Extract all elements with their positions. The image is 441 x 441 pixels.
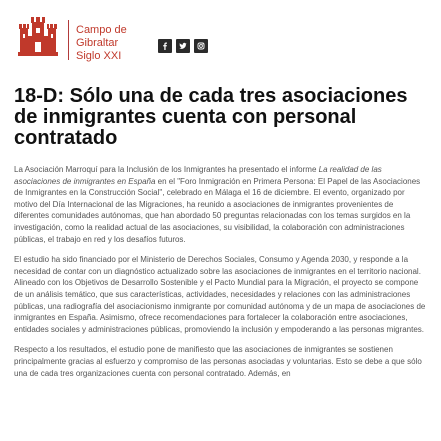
instagram-icon[interactable] (194, 39, 208, 53)
article-paragraph-2: El estudio ha sido financiado por el Ministerio de Derechos Sociales, Consumo y Agenda 2030, y responde a la necesidad de contar con un diagnóstico actualizado sobre las asociaciones de inmigrantes en el territorio nacional. Alineado con los Objetivos de Desarrollo Sostenible y el Pacto Mundial para la Migración, el proyecto se compone de un análisis temático, que sus características, actividades, necesidades y relaciones con las administraciones públicas, una radiografía del asociacionismo inmigrante por comunidad autónoma y de un mapa de asociaciones de inmigrantes en España. Asimismo, ofrece recomendaciones para fortalecer la colaboración entre asociaciones, entidades sociales y administraciones públicas, promoviendo la inclusión y empoderando a las personas migrantes. (14, 255, 426, 334)
site-name-line-3: Siglo XXI (76, 50, 122, 62)
facebook-icon[interactable] (158, 39, 172, 53)
site-header (0, 0, 441, 80)
paragraph-1-text-b: en el "Foro Inmigración en Primera Persona: El Papel de las Asociaciones de Inmigrantes en la Construcción Social", celebrado en Málaga el 16 de diciembre. El evento, organizado por motivo del Día Internacional de las Migraciones, ha reunido a asociaciones de inmigrantes provenientes de diferentes comunidades autónomas, que han abordado 50 preguntas relacionadas con los temas surgidos en la investigación, como la realidad actual de las asociaciones, su visibilidad, la colaboración con administraciones públicas, el trabajo en red y los desafíos futuros. (14, 176, 421, 244)
social-links (158, 39, 208, 53)
article-paragraph-3: Respecto a los resultados, el estudio pone de manifiesto que las asociaciones de inmigrantes se sostienen principalmente gracias al esfuerzo y compromiso de las personas asociadas y voluntarias. Esto se debe a que sólo una de cada tres organizaciones cuenta con personal contratado. Además, en (14, 345, 422, 378)
site-name[interactable] (76, 24, 158, 63)
report-title: La realidad de las asociaciones de inmigrantes en España (14, 165, 382, 186)
twitter-icon[interactable] (176, 39, 190, 53)
logo-divider (68, 20, 69, 60)
castle-logo[interactable] (16, 14, 60, 58)
article-title: 18-D: Sólo una de cada tres asociaciones de inmigrantes cuenta con personal contratado (14, 85, 408, 149)
article-body (14, 164, 428, 388)
paragraph-1-text-a: La Asociación Marroquí para la Inclusión de los Inmigrantes ha presentado el informe (14, 165, 319, 174)
site-name-line-2: Gibraltar (76, 37, 119, 49)
site-name-line-1: Campo de (76, 24, 127, 36)
article-paragraph-1 (14, 164, 428, 245)
